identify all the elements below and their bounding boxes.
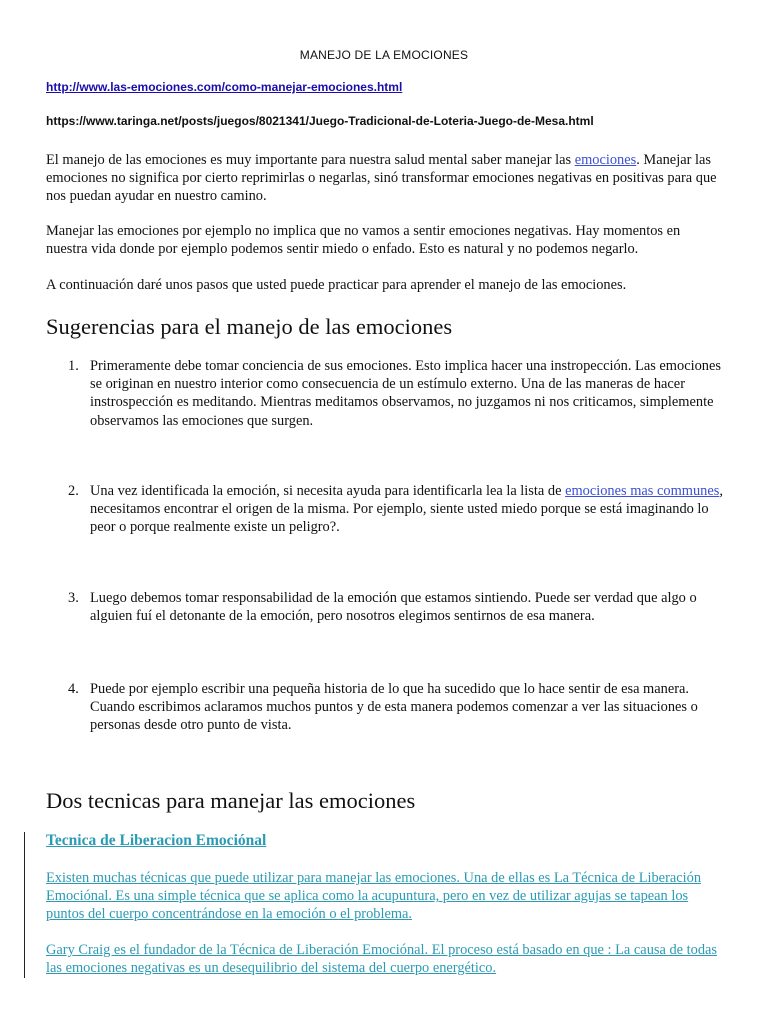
subheading-tecnica-liberacion[interactable]: Tecnica de Liberacion Emociónal [46, 832, 267, 849]
list-item-number: 3. [68, 590, 79, 606]
list-item [68, 482, 728, 537]
list-item-text: Puede por ejemplo escribir una pequeña historia de lo que ha sucedido que lo hace sentir de esa manera. Cuando escribimos aclaramos muchos puntos y de esta manera podemos comenzar a ver las situaciones o personas desde otro punto de vista. [90, 681, 698, 734]
list-item-number: 4. [68, 681, 79, 697]
list-item-text-before: Una vez identificada la emoción, si necesita ayuda para identificarla lea la lista de [90, 483, 566, 499]
list-item-text: Primeramente debe tomar conciencia de sus emociones. Esto implica hacer una instropección. Las emociones se originan en nuestro interior como consecuencia de un estímulo externo. Una de las maneras de hacer instrospección es meditando. Mientras meditamos observamos, no juzgamos ni nos criticamos, simplemente observamos las emociones que surgen. [90, 358, 721, 429]
list-item-number: 2. [68, 483, 79, 499]
intro-p1-text-before: El manejo de las emociones es muy importante para nuestra salud mental saber manejar las [46, 152, 575, 168]
section-heading-tecnicas: Dos tecnicas para manejar las emociones [46, 788, 416, 813]
source-url-2: https://www.taringa.net/posts/juegos/8021341/Juego-Tradicional-de-Loteria-Juego-de-Mesa.html [46, 114, 594, 128]
section-heading-sugerencias: Sugerencias para el manejo de las emociones [46, 314, 453, 339]
intro-p1-text-after: . Manejar las emociones no significa por cierto reprimirlas o negarlas, sinó transformar emociones negativas en positivas para que nos puedan ayudar en nuestro camino. [46, 152, 717, 205]
list-item-text-after: , necesitamos encontrar el origen de la misma. Por ejemplo, siente usted miedo porque se está imaginando lo peor o porque realmente existe un peligro?. [90, 483, 723, 536]
list-item-text: Luego debemos tomar responsabilidad de la emoción que estamos sintiendo. Puede ser verdad que algo o alguien fuí el detonante de la emoción, pero nosotros elegimos sentirnos de esa manera. [90, 590, 697, 625]
intro-paragraph-3: A continuación daré unos pasos que usted puede practicar para aprender el manejo de las emociones. [46, 277, 627, 293]
intro-paragraph-2: Manejar las emociones por ejemplo no implica que no vamos a sentir emociones negativas. Hay momentos en nuestra vida donde por ejemplo podemos sentir miedo o enfado. Esto es natural y no podemos negarlo. [46, 223, 681, 258]
intro-paragraph-1 [46, 151, 722, 206]
list-item [68, 357, 728, 430]
list-item [68, 589, 728, 625]
emociones-comunes-link[interactable]: emociones mas communes [565, 483, 720, 499]
list-item [68, 680, 728, 735]
tecnica-paragraph-1[interactable]: Existen muchas técnicas que puede utilizar para manejar las emociones. Una de ellas es La Técnica de Liberación Emociónal. Es una simple técnica que se aplica como la acupuntura, pero en vez de utilizar agujas se tapean los puntos del cuerpo concentrándose en la emoción o el problema. [46, 870, 702, 923]
document-title: MANEJO DE LA EMOCIONES [299, 48, 469, 62]
tecnica-paragraph-2[interactable]: Gary Craig es el fundador de la Técnica de Liberación Emociónal. El proceso está basado en que : La causa de todas las emociones negativas es un desequilibrio del sistema del cuerpo energético. [46, 942, 718, 977]
revision-bar [24, 832, 25, 978]
list-item-number: 1. [68, 358, 79, 374]
list-item-text [90, 482, 728, 537]
source-link-1[interactable]: http://www.las-emociones.com/como-manejar-emociones.html [46, 80, 403, 94]
emociones-link[interactable]: emociones [574, 152, 637, 168]
